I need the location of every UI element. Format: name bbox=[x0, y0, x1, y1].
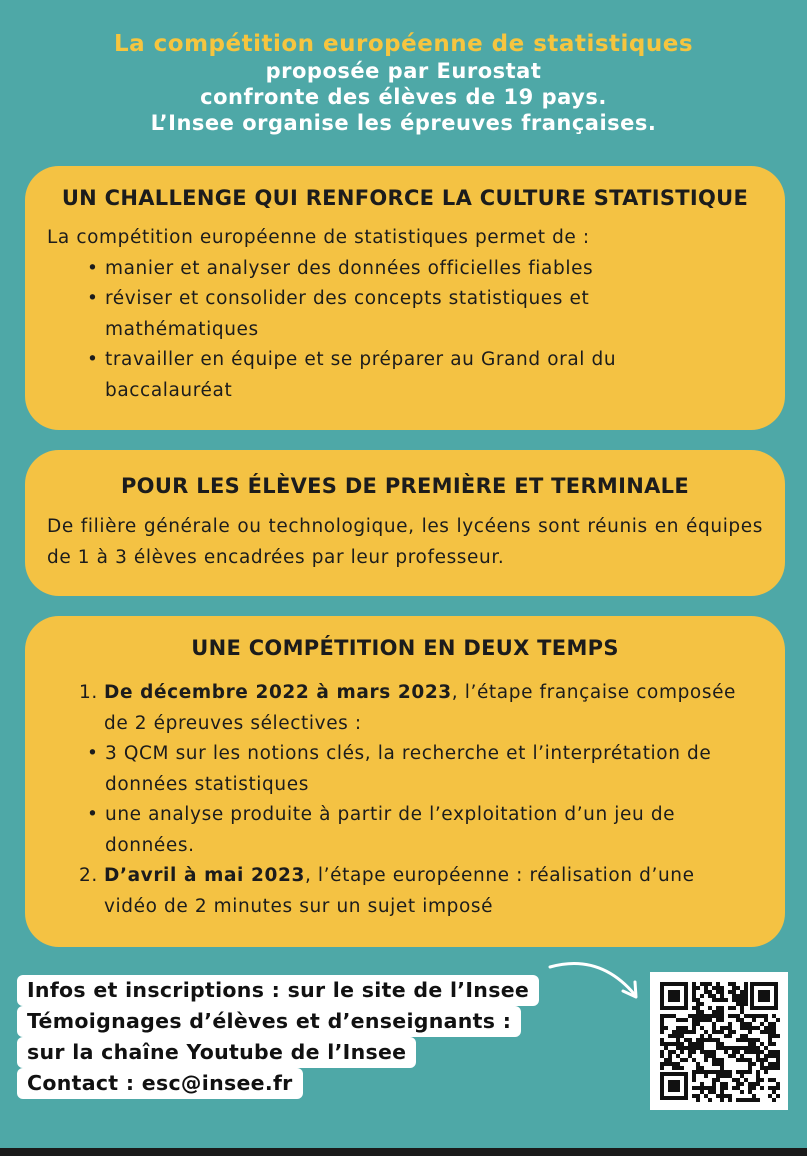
header-line-4: L’Insee organise les épreuves françaises. bbox=[150, 111, 657, 135]
step-1-dates: De décembre 2022 à mars 2023 bbox=[104, 682, 452, 703]
step-2-dates: D’avril à mai 2023 bbox=[104, 865, 305, 886]
step-2-number: 2. bbox=[79, 865, 98, 886]
header-line-3: confronte des élèves de 19 pays. bbox=[200, 85, 607, 109]
step-2: 2. D’avril à mai 2023, l’étape européenne : réalisation d’une vidéo de 2 minutes sur un sujet imposé bbox=[47, 861, 763, 922]
list-item: • réviser et consolider des concepts statistiques et mathématiques bbox=[47, 284, 763, 345]
curved-arrow-icon bbox=[545, 955, 645, 1005]
header-title: La compétition européenne de statistiques bbox=[113, 31, 694, 57]
competition-steps bbox=[47, 678, 763, 922]
list-item: • travailler en équipe et se préparer au Grand oral du baccalauréat bbox=[47, 345, 763, 406]
challenge-title: UN CHALLENGE QUI RENFORCE LA CULTURE STATISTIQUE bbox=[61, 186, 749, 210]
header bbox=[0, 30, 807, 136]
challenge-intro: La compétition européenne de statistiques permet de : bbox=[47, 227, 590, 248]
challenge-card bbox=[25, 166, 785, 430]
qr-code-icon[interactable] bbox=[650, 972, 788, 1110]
list-item: • une analyse produite à partir de l’exploitation d’un jeu de données. bbox=[47, 800, 763, 861]
info-testimonials: Témoignages d’élèves et d’enseignants : bbox=[17, 1006, 521, 1037]
info-registration[interactable]: Infos et inscriptions : sur le site de l’Insee bbox=[17, 975, 539, 1006]
contact-info bbox=[17, 975, 539, 1099]
students-text: De filière générale ou technologique, les lycéens sont réunis en équipes de 1 à 3 élèves encadrées par leur professeur. bbox=[47, 516, 763, 568]
header-line-2: proposée par Eurostat bbox=[265, 59, 542, 83]
students-title: POUR LES ÉLÈVES DE PREMIÈRE ET TERMINALE bbox=[120, 474, 689, 498]
students-card bbox=[25, 450, 785, 596]
list-item: • 3 QCM sur les notions clés, la recherche et l’interprétation de données statistiques bbox=[47, 739, 763, 800]
list-item: • manier et analyser des données officielles fiables bbox=[47, 254, 763, 285]
step-1-number: 1. bbox=[79, 682, 98, 703]
competition-title: UNE COMPÉTITION EN DEUX TEMPS bbox=[191, 636, 619, 660]
competition-card bbox=[25, 616, 785, 947]
challenge-list bbox=[47, 254, 763, 407]
info-contact-email[interactable]: Contact : esc@insee.fr bbox=[17, 1068, 303, 1099]
step-1: 1. De décembre 2022 à mars 2023, l’étape française composée de 2 épreuves sélectives : bbox=[47, 678, 763, 739]
info-youtube[interactable]: sur la chaîne Youtube de l’Insee bbox=[17, 1037, 416, 1068]
